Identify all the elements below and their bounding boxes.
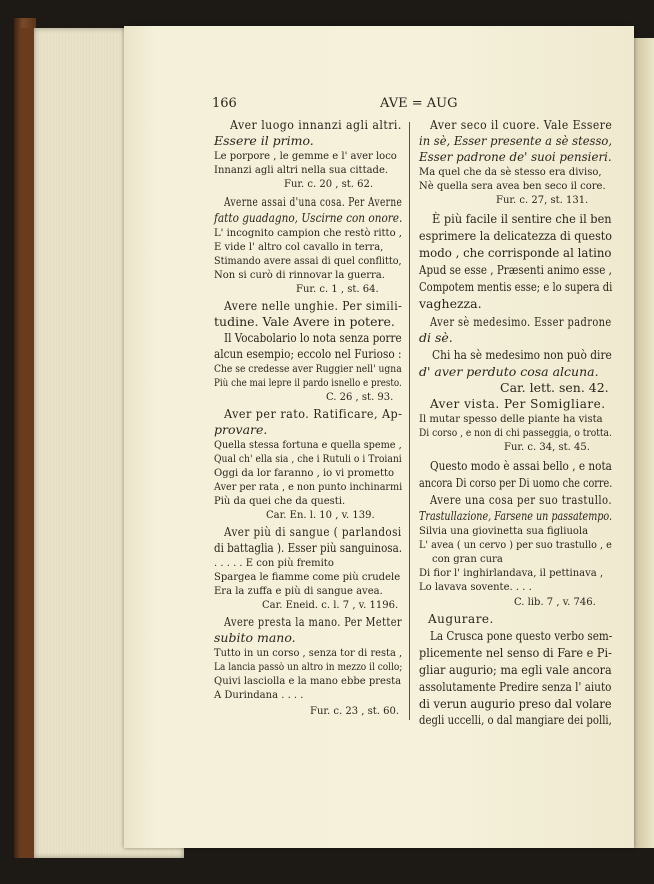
commentary-line: assolutamente Predire senza l' aiuto <box>419 679 612 694</box>
entry-heading: Avere presta la mano. Per Metter <box>224 615 403 629</box>
quote-line: L' incognito campion che restò ritto , <box>214 228 402 239</box>
quote-line: con gran cura <box>432 554 503 565</box>
commentary-line: vaghezza. <box>419 296 482 311</box>
citation: Fur. c. 23 , st. 60. <box>310 706 400 717</box>
quote-line: Tutto in un corso , senza tor di resta , <box>214 648 403 659</box>
citation: Fur. c. 27, st. 131. <box>496 195 589 206</box>
entry-heading: Aver luogo innanzi agli altri. <box>230 118 402 132</box>
quote-line: A Durindana . . . . <box>214 690 304 701</box>
quote-line: Di fior l' inghirlandava, il pettinava , <box>419 568 604 579</box>
quote-line: E vide l' altro col cavallo in terra, <box>214 242 384 253</box>
running-head: AVE = AUG <box>380 96 458 111</box>
quote-line: Aver per rata , e non punto inchinarmi <box>214 482 403 493</box>
column-divider <box>409 122 410 720</box>
facing-page-edge <box>634 38 654 848</box>
commentary-line: di verun augurio preso dal volare <box>419 696 612 711</box>
entry-heading: Averne assai d'una cosa. Per Averne <box>224 195 403 209</box>
citation: Fur. c. 1 , st. 64. <box>296 284 379 295</box>
quote-line: Più da quei che da questi. <box>214 496 346 507</box>
commentary-line: plicemente nel senso di Fare e Pi- <box>419 645 612 660</box>
quote-line: d' aver perduto cosa alcuna. <box>419 364 599 379</box>
quote-line: . . . . . E con più fremito <box>214 558 334 569</box>
quote-line: Più che mai lepre il pardo isnello e presto. <box>214 378 402 389</box>
definition-line: di sè. <box>419 330 453 345</box>
citation: C. 26 , st. 93. <box>326 392 394 403</box>
quote-line: Spargea le fiamme come più crudele <box>214 572 401 583</box>
quote-line: Oggi da lor faranno , io vi prometto <box>214 468 395 479</box>
commentary-line: Apud se esse , Præsenti animo esse , <box>419 262 612 277</box>
quote-line: Il mutar spesso delle piante ha vista <box>419 414 603 425</box>
citation: Car. Eneid. c. l. 7 , v. 1196. <box>262 600 399 611</box>
citation: Fur. c. 34, st. 45. <box>504 442 590 453</box>
commentary-line: gliar augurio; ma egli vale ancora <box>419 662 612 677</box>
entry-heading: Avere nelle unghie. Per simili- <box>224 299 403 313</box>
definition-line: di battaglia ). Esser più sanguinosa. <box>214 540 403 555</box>
definition-line: subito mano. <box>214 630 296 645</box>
quote-line: Quella stessa fortuna e quella speme , <box>214 440 402 451</box>
entry-heading: Aver seco il cuore. Vale Essere <box>430 118 613 132</box>
quote-line: Qual ch' ella sia , che i Rutuli o i Troiani <box>214 454 402 465</box>
entry-heading: Avere una cosa per suo trastullo. <box>430 493 612 507</box>
commentary-line: ancora Di corso per Di uomo che corre. <box>419 475 613 490</box>
quote-line: Lo lavava sovente. . . . <box>419 582 532 593</box>
quote-line: L' avea ( un cervo ) per suo trastullo , e <box>419 540 612 551</box>
entry-heading: Aver vista. Per Somigliare. <box>430 397 606 411</box>
quote-line: Silvia una giovinetta sua figliuola <box>419 526 589 537</box>
citation: C. lib. 7 , v. 746. <box>514 597 596 608</box>
definition-line: in sè, Esser presente a sè stesso, <box>419 133 612 148</box>
quote-line: Ma quel che da sè stesso era diviso, <box>419 167 602 178</box>
definition-line: Esser padrone de' suoi pensieri. <box>419 149 612 164</box>
commentary-line: esprimere la delicatezza di questo <box>419 228 612 243</box>
commentary-line: degli uccelli, o dal mangiare dei polli, <box>419 712 612 727</box>
definition-line: tudine. Vale Avere in potere. <box>214 314 395 329</box>
page-number: 166 <box>212 96 237 111</box>
commentary-line: La Crusca pone questo verbo sem- <box>430 628 613 643</box>
entry-heading: Aver più di sangue ( parlandosi <box>224 525 402 539</box>
quote-line: Stimando avere assai di quel conflitto, <box>214 256 402 267</box>
commentary-line: Il Vocabolario lo nota senza porre <box>224 330 402 345</box>
definition-line: Trastullazione, Farsene un passatempo. <box>419 508 613 523</box>
definition-line: provare. <box>214 422 268 437</box>
commentary-line: alcun esempio; eccolo nel Furioso : <box>214 346 402 361</box>
quote-line: Di corso , e non di chi passeggia, o trotta. <box>419 428 612 439</box>
commentary-line: È più facile il sentire che il ben <box>432 211 612 226</box>
quote-line: Era la zuffa e più di sangue avea. <box>214 586 383 597</box>
entry-heading: Aver sè medesimo. Esser padrone <box>430 315 612 329</box>
quote-line: Non si curò di rinnovar la guerra. <box>214 270 385 281</box>
definition-line: Essere il primo. <box>214 133 314 148</box>
quote-line: Quivi lasciolla e la mano ebbe presta <box>214 676 402 687</box>
quote-line: Che se credesse aver Ruggier nell' ugna <box>214 364 402 375</box>
citation: Fur. c. 20 , st. 62. <box>284 179 374 190</box>
quote-line: Chi ha sè medesimo non può dire <box>432 347 612 362</box>
commentary-line: modo , che corrisponde al latino <box>419 245 612 260</box>
commentary-line: Questo modo è assai bello , e nota <box>430 458 612 473</box>
quote-line: Innanzi agli altri nella sua cittade. <box>214 165 389 176</box>
entry-heading: Augurare. <box>428 612 494 626</box>
definition-line: fatto guadagno, Uscirne con onore. <box>214 210 403 225</box>
entry-heading: Aver per rato. Ratificare, Ap- <box>224 407 403 421</box>
quote-line: Le porpore , le gemme e l' aver loco <box>214 151 397 162</box>
citation: Car. En. l. 10 , v. 139. <box>266 510 375 521</box>
commentary-line: Compotem mentis esse; e lo supera di <box>419 279 613 294</box>
citation: Car. lett. sen. 42. <box>500 380 609 395</box>
quote-line: La lancia passò un altro in mezzo il collo; <box>214 662 403 673</box>
quote-line: Nè quella sera avea ben seco il core. <box>419 181 606 192</box>
